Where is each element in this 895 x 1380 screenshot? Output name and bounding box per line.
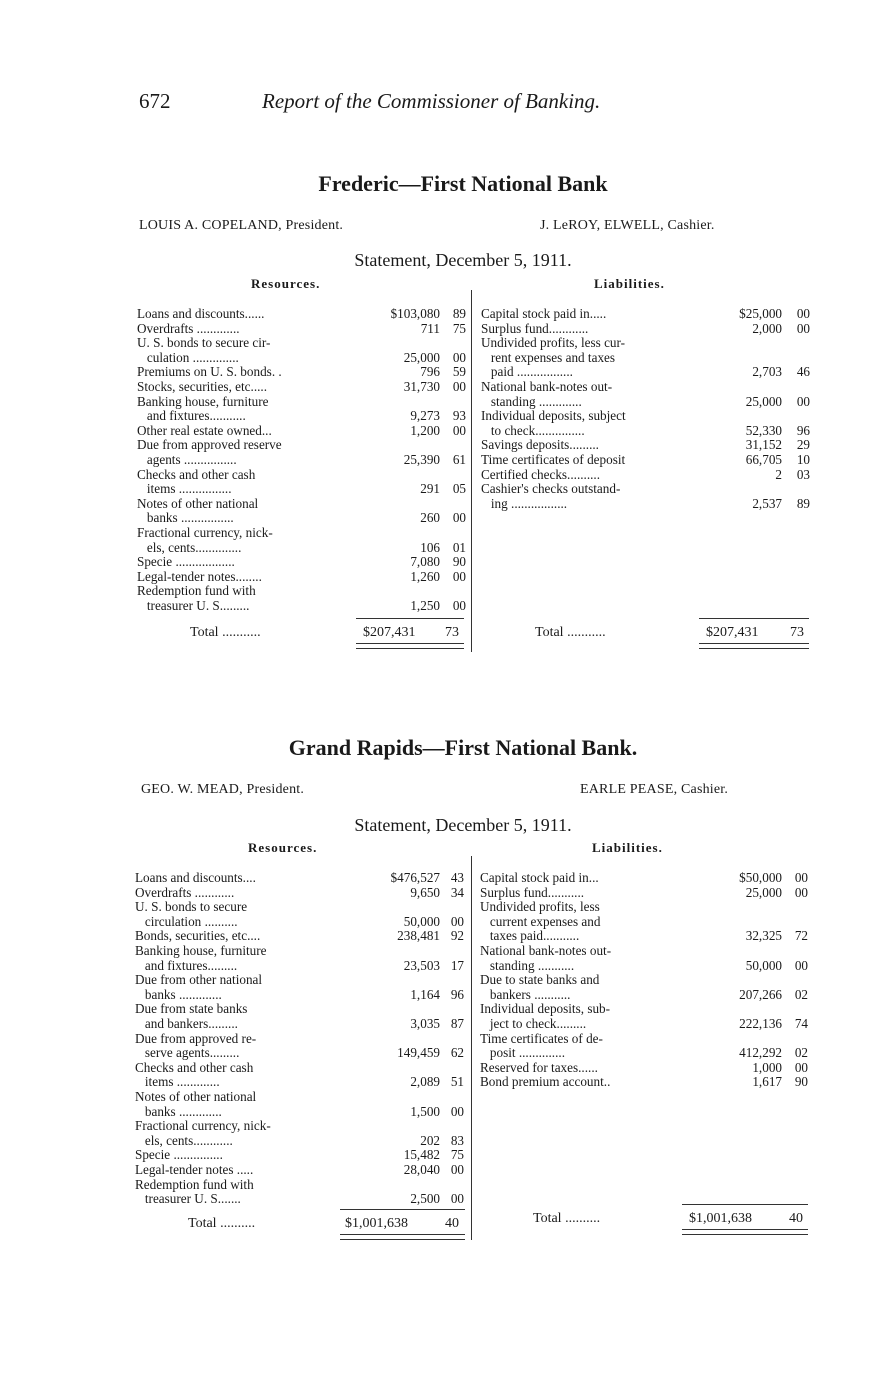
row-cents: 93: [452, 408, 466, 424]
row-label: Due from other national: [135, 972, 263, 988]
row-cents: 89: [452, 306, 466, 321]
row-label: Cashier's checks outstand-: [481, 481, 621, 497]
row-cents: 00: [450, 1191, 464, 1207]
statement-row: [480, 988, 810, 1003]
statement-row: [137, 526, 468, 541]
statement-row: [135, 886, 466, 901]
bank-title: Grand Rapids—First National Bank.: [288, 735, 638, 760]
statement-row: [135, 1134, 466, 1149]
row-cents: 83: [450, 1132, 464, 1148]
statement-row: [480, 915, 810, 930]
row-amount: 15,482: [403, 1147, 440, 1163]
statement-date: Statement, December 5, 1911.: [354, 250, 572, 270]
row-cents: 90: [794, 1074, 808, 1090]
bank-title: Frederic—First National Bank: [318, 171, 608, 196]
row-amount: 25,390: [403, 452, 440, 467]
statement-row: [481, 424, 812, 439]
row-cents: 03: [796, 466, 810, 482]
row-amount: 412,292: [739, 1045, 782, 1061]
row-amount: 238,481: [397, 928, 440, 944]
row-cents: 00: [452, 379, 466, 394]
row-amount: 2,703: [752, 364, 782, 380]
row-amount: 1,250: [410, 598, 440, 613]
row-label: Individual deposits, sub-: [480, 1001, 611, 1017]
row-label: Fractional currency, nick-: [137, 525, 273, 540]
row-label: Due to state banks and: [480, 972, 600, 988]
total-liabilities: $1,001,638: [689, 1211, 752, 1226]
row-label: agents ................: [137, 452, 237, 467]
statement-row: [137, 584, 468, 599]
row-label: items ................: [137, 481, 232, 497]
row-label: circulation ..........: [135, 913, 238, 929]
row-cents: 43: [450, 870, 464, 885]
total-resources-cents: 40: [445, 1216, 459, 1231]
row-amount: 149,459: [397, 1045, 440, 1061]
president-name: LOUIS A. COPELAND, President.: [139, 218, 344, 233]
statement-row: [137, 307, 468, 322]
statement-row: [481, 468, 812, 483]
statement-row: [135, 1002, 466, 1017]
row-cents: 34: [450, 884, 464, 900]
row-cents: 00: [452, 349, 466, 365]
statement-row: [481, 409, 812, 424]
statement-row: [135, 1061, 466, 1076]
statement-row: [480, 929, 810, 944]
row-amount: 2,537: [752, 495, 782, 511]
statement-row: [135, 1075, 466, 1090]
row-label: treasurer U. S.......: [135, 1191, 241, 1207]
row-label: serve agents.........: [135, 1045, 240, 1061]
row-label: Redemption fund with: [135, 1176, 254, 1192]
statement-row: [135, 1017, 466, 1032]
column-divider: [471, 290, 472, 652]
statement-row: [480, 871, 810, 886]
statement-row: [137, 395, 468, 410]
row-cents: 00: [452, 510, 466, 526]
row-label: Time certificates of deposit: [481, 452, 626, 467]
row-label: Checks and other cash: [135, 1059, 254, 1075]
row-cents: 00: [450, 1103, 464, 1119]
total-double-rule: [682, 1229, 808, 1235]
row-amount: 202: [420, 1132, 440, 1148]
row-amount: 9,273: [410, 408, 440, 424]
row-cents: 02: [794, 1045, 808, 1061]
statement-row: [135, 973, 466, 988]
row-label: National bank-notes out-: [481, 379, 613, 394]
row-cents: 96: [450, 986, 464, 1002]
statement-row: [137, 482, 468, 497]
statement-row: [135, 1032, 466, 1047]
row-cents: 05: [452, 481, 466, 497]
statement-row: [481, 307, 812, 322]
row-cents: 02: [794, 986, 808, 1002]
statement-row: [135, 959, 466, 974]
row-cents: 61: [452, 452, 466, 467]
statement-row: [481, 395, 812, 410]
row-label: Stocks, securities, etc.....: [137, 379, 268, 394]
statement-row: [481, 438, 812, 453]
statement-row: [480, 1032, 810, 1047]
row-label: paid .................: [481, 364, 573, 380]
row-label: and bankers.........: [135, 1016, 238, 1031]
statement-row: [137, 570, 468, 585]
row-label: Overdrafts ............: [135, 884, 235, 900]
total-rule: [340, 1209, 465, 1210]
row-cents: 00: [794, 884, 808, 900]
row-label: items .............: [135, 1074, 220, 1090]
statement-row: [137, 511, 468, 526]
statement-row: [135, 871, 466, 886]
row-label: U. S. bonds to secure: [135, 899, 248, 915]
statement-row: [135, 1163, 466, 1178]
row-amount: 1,617: [752, 1074, 782, 1090]
row-label: ing .................: [481, 495, 568, 511]
statement-row: [480, 1061, 810, 1076]
row-amount: 222,136: [739, 1016, 782, 1031]
row-label: Bonds, securities, etc....: [135, 928, 261, 944]
row-label: Reserved for taxes......: [480, 1059, 598, 1075]
row-label: treasurer U. S.........: [137, 598, 250, 613]
row-cents: 00: [452, 422, 466, 438]
row-cents: 00: [794, 1059, 808, 1075]
row-amount: 25,000: [745, 393, 782, 409]
total-double-rule: [356, 643, 464, 649]
statement-row: [137, 322, 468, 337]
statement-row: [135, 915, 466, 930]
statement-row: [481, 336, 812, 351]
row-amount: 31,152: [745, 437, 782, 453]
statement-row: [137, 541, 468, 556]
row-amount: 2: [775, 466, 782, 482]
row-label: Due from state banks: [135, 1001, 248, 1017]
liabilities-heading: Liabilities.: [594, 276, 665, 291]
row-label: Notes of other national: [137, 495, 259, 511]
row-cents: 74: [794, 1016, 808, 1031]
total-label: Total ...........: [535, 625, 606, 640]
total-liabilities-cents: 40: [789, 1211, 803, 1226]
row-cents: 75: [450, 1147, 464, 1163]
row-cents: 87: [450, 1016, 464, 1031]
row-amount: 2,089: [410, 1074, 440, 1090]
statement-row: [135, 1119, 466, 1134]
statement-row: [137, 409, 468, 424]
total-resources-cents: 73: [445, 625, 459, 640]
row-label: standing ...........: [480, 957, 575, 973]
row-amount: 50,000: [745, 957, 782, 973]
row-cents: 10: [796, 452, 810, 467]
row-amount: 3,035: [410, 1016, 440, 1031]
row-label: bankers ...........: [480, 986, 571, 1002]
row-amount: 260: [420, 510, 440, 526]
total-label: Total ...........: [190, 625, 261, 640]
statement-row: [481, 453, 812, 468]
row-cents: 90: [452, 554, 466, 570]
president-name: GEO. W. MEAD, President.: [141, 782, 305, 797]
statement-row: [135, 1046, 466, 1061]
row-label: Specie ...............: [135, 1147, 223, 1163]
row-amount: 9,650: [410, 884, 440, 900]
statement-row: [135, 1192, 466, 1207]
statement-date: Statement, December 5, 1911.: [354, 815, 572, 835]
row-label: Surplus fund............: [481, 320, 589, 336]
row-label: Individual deposits, subject: [481, 408, 626, 424]
row-label: current expenses and: [480, 913, 601, 929]
row-amount: 2,000: [752, 320, 782, 336]
statement-row: [137, 438, 468, 453]
liabilities-heading: Liabilities.: [592, 840, 663, 855]
row-amount: $50,000: [739, 870, 782, 885]
statement-row: [480, 1017, 810, 1032]
row-label: Undivided profits, less cur-: [481, 335, 626, 351]
column-divider: [471, 856, 472, 1240]
row-cents: 00: [794, 870, 808, 885]
row-cents: 96: [796, 422, 810, 438]
row-amount: 106: [420, 539, 440, 555]
row-label: Overdrafts .............: [137, 320, 240, 336]
total-resources: $1,001,638: [345, 1216, 408, 1231]
row-amount: 711: [420, 320, 440, 336]
row-label: Savings deposits.........: [481, 437, 599, 453]
statement-row: [480, 973, 810, 988]
row-label: banks .............: [135, 1103, 222, 1119]
row-cents: 89: [796, 495, 810, 511]
statement-row: [480, 1002, 810, 1017]
statement-row: [137, 555, 468, 570]
row-amount: 25,000: [745, 884, 782, 900]
row-amount: 1,200: [410, 422, 440, 438]
row-label: taxes paid...........: [480, 928, 580, 944]
row-label: Specie ..................: [137, 554, 235, 570]
row-cents: 29: [796, 437, 810, 453]
statement-row: [481, 482, 812, 497]
row-label: Due from approved re-: [135, 1030, 257, 1046]
statement-row: [480, 886, 810, 901]
statement-row: [137, 497, 468, 512]
row-cents: 72: [794, 928, 808, 944]
statement-row: [480, 900, 810, 915]
cashier-name: EARLE PEASE, Cashier.: [580, 782, 729, 797]
row-amount: 1,260: [410, 568, 440, 584]
row-cents: 00: [452, 598, 466, 613]
row-label: els, cents..............: [137, 539, 242, 555]
row-amount: $476,527: [390, 870, 440, 885]
total-rule: [682, 1204, 808, 1205]
row-label: U. S. bonds to secure cir-: [137, 335, 271, 351]
row-label: Checks and other cash: [137, 466, 256, 482]
row-label: Due from approved reserve: [137, 437, 282, 453]
statement-row: [137, 453, 468, 468]
row-label: Surplus fund...........: [480, 884, 585, 900]
row-cents: 46: [796, 364, 810, 380]
row-amount: 50,000: [403, 913, 440, 929]
statement-row: [137, 599, 468, 614]
row-label: Capital stock paid in...: [480, 870, 599, 885]
row-cents: 01: [452, 539, 466, 555]
resources-heading: Resources.: [251, 276, 321, 291]
cashier-name: J. LeROY, ELWELL, Cashier.: [540, 218, 715, 233]
row-cents: 00: [450, 913, 464, 929]
row-amount: $103,080: [390, 306, 440, 321]
resources-heading: Resources.: [248, 840, 318, 855]
row-label: Banking house, furniture: [137, 393, 269, 409]
row-label: Other real estate owned...: [137, 422, 272, 438]
total-label: Total ..........: [533, 1211, 601, 1226]
statement-row: [137, 380, 468, 395]
statement-row: [137, 365, 468, 380]
statement-row: [135, 1090, 466, 1105]
row-cents: 75: [452, 320, 466, 336]
row-label: and fixtures...........: [137, 408, 246, 424]
total-label: Total ..........: [188, 1216, 256, 1231]
row-label: rent expenses and taxes: [481, 349, 616, 365]
row-amount: 32,325: [745, 928, 782, 944]
row-label: standing .............: [481, 393, 582, 409]
row-label: culation ..............: [137, 349, 239, 365]
row-amount: 796: [420, 364, 440, 380]
row-label: National bank-notes out-: [480, 943, 612, 958]
statement-row: [135, 1178, 466, 1193]
row-label: Undivided profits, less: [480, 899, 600, 915]
row-label: Fractional currency, nick-: [135, 1118, 271, 1134]
total-liabilities: $207,431: [706, 625, 759, 640]
row-label: Loans and discounts......: [137, 306, 265, 321]
row-amount: 52,330: [745, 422, 782, 438]
statement-row: [480, 944, 810, 959]
row-label: Redemption fund with: [137, 583, 256, 599]
row-label: Legal-tender notes .....: [135, 1162, 254, 1177]
statement-row: [480, 1046, 810, 1061]
total-resources: $207,431: [363, 625, 416, 640]
row-label: ject to check.........: [480, 1016, 587, 1031]
row-amount: 25,000: [403, 349, 440, 365]
row-label: Time certificates of de-: [480, 1030, 603, 1046]
row-cents: 17: [450, 957, 464, 973]
statement-row: [137, 468, 468, 483]
row-cents: 00: [450, 1162, 464, 1177]
row-amount: 291: [420, 481, 440, 497]
statement-row: [137, 336, 468, 351]
statement-row: [480, 959, 810, 974]
row-label: Bond premium account..: [480, 1074, 611, 1090]
row-cents: 00: [452, 568, 466, 584]
statement-row: [481, 322, 812, 337]
total-double-rule: [340, 1234, 465, 1240]
statement-row: [137, 424, 468, 439]
statement-row: [481, 497, 812, 512]
row-cents: 59: [452, 364, 466, 380]
page-number: 672: [139, 89, 171, 113]
row-label: Loans and discounts....: [135, 870, 256, 885]
row-label: Notes of other national: [135, 1089, 257, 1104]
row-amount: 1,164: [410, 986, 440, 1002]
row-label: banks .............: [135, 986, 222, 1002]
statement-row: [137, 351, 468, 366]
statement-row: [135, 900, 466, 915]
row-cents: 51: [450, 1074, 464, 1090]
row-amount: $25,000: [739, 306, 782, 321]
statement-row: [135, 1148, 466, 1163]
total-rule: [699, 618, 809, 619]
running-head: Report of the Commissioner of Banking.: [262, 89, 601, 113]
row-amount: 28,040: [403, 1162, 440, 1177]
row-amount: 23,503: [403, 957, 440, 973]
statement-row: [481, 365, 812, 380]
row-label: Premiums on U. S. bonds. .: [137, 364, 282, 380]
row-amount: 7,080: [410, 554, 440, 570]
row-amount: 2,500: [410, 1191, 440, 1207]
statement-row: [135, 1105, 466, 1120]
row-label: banks ................: [137, 510, 234, 526]
row-label: els, cents............: [135, 1132, 233, 1148]
row-label: posit ..............: [480, 1045, 565, 1061]
row-label: Capital stock paid in.....: [481, 306, 607, 321]
total-liabilities-cents: 73: [790, 625, 804, 640]
row-label: Legal-tender notes........: [137, 568, 262, 584]
row-label: Banking house, furniture: [135, 943, 267, 958]
total-double-rule: [699, 643, 809, 649]
row-cents: 00: [796, 320, 810, 336]
row-amount: 66,705: [745, 452, 782, 467]
row-cents: 00: [796, 393, 810, 409]
row-cents: 00: [796, 306, 810, 321]
statement-row: [481, 380, 812, 395]
statement-row: [481, 351, 812, 366]
statement-row: [480, 1075, 810, 1090]
row-label: and fixtures.........: [135, 957, 238, 973]
row-label: Certified checks..........: [481, 466, 601, 482]
row-cents: 92: [450, 928, 464, 944]
row-amount: 1,000: [752, 1059, 782, 1075]
row-cents: 00: [794, 957, 808, 973]
row-amount: 207,266: [739, 986, 782, 1002]
statement-row: [135, 944, 466, 959]
row-amount: 1,500: [410, 1103, 440, 1119]
statement-row: [135, 929, 466, 944]
row-label: to check...............: [481, 422, 585, 438]
row-cents: 62: [450, 1045, 464, 1061]
statement-row: [135, 988, 466, 1003]
row-amount: 31,730: [403, 379, 440, 394]
total-rule: [356, 618, 464, 619]
